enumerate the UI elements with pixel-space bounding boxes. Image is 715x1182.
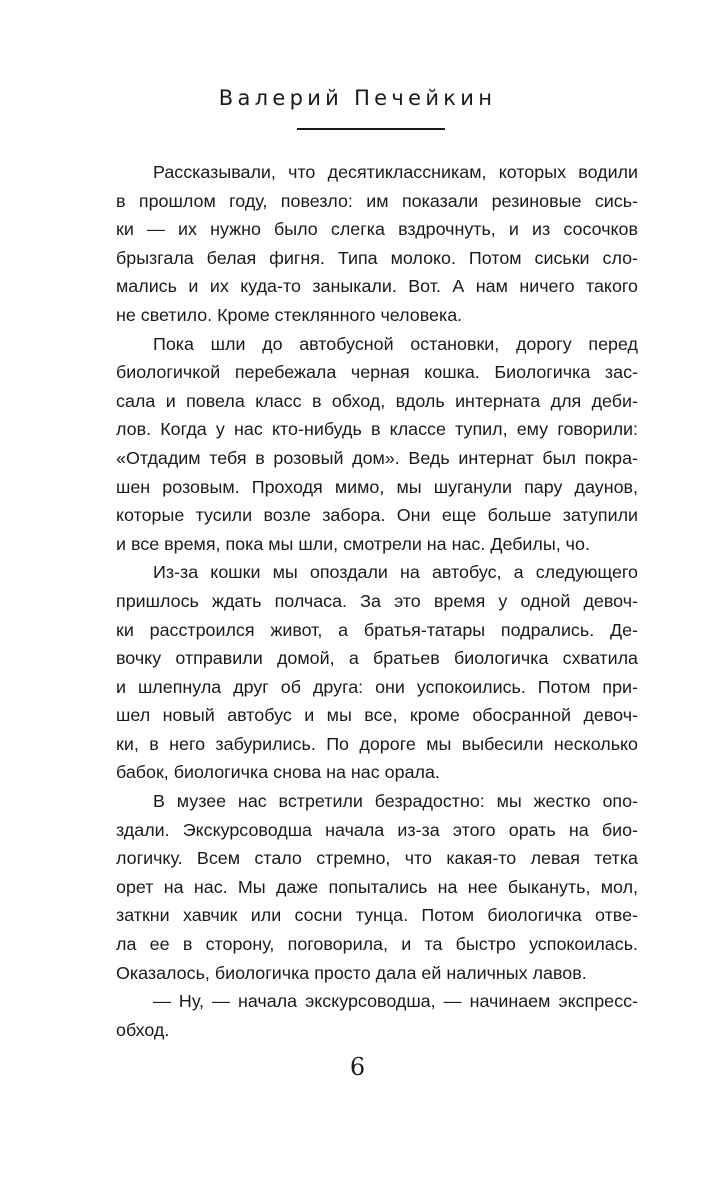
text-line: В музее нас встретили безрадостно: мы жестко опо- — [153, 791, 638, 812]
text-line: которые тусили возле забора. Они еще больше затупили — [116, 505, 638, 526]
text-line: шел новый автобус и мы все, кроме обосранной девоч- — [116, 705, 638, 726]
text-line: лов. Когда у нас кто-нибудь в классе тупил, ему говорили: — [116, 419, 638, 440]
text-line: заткни хавчик или сосни тунца. Потом биологичка отве- — [116, 905, 638, 926]
text-line: Рассказывали, что десятиклассникам, которых водили — [153, 162, 638, 182]
text-line: и шлепнула друг об друга: они успокоились. Потом при- — [116, 676, 638, 697]
text-line: бабок, биологичка снова на нас орала. — [116, 762, 440, 783]
text-line: ки, в него забурились. По дороге мы выбесили несколько — [116, 733, 638, 754]
text-line: Оказалось, биологичка просто дала ей наличных лавов. — [116, 962, 587, 983]
body-text — [116, 158, 638, 1044]
text-line: брызгала белая фигня. Типа молоко. Потом сиськи сло- — [116, 247, 638, 268]
header-rule — [297, 128, 445, 130]
text-line: в прошлом году, повезло: им показали резиновые сись- — [116, 190, 638, 211]
text-line: — Ну, — начала экскурсоводша, — начинаем экспресс- — [153, 991, 638, 1012]
text-line: и все время, пока мы шли, смотрели на нас. Дебилы, чо. — [116, 533, 590, 554]
text-line: сала и повела класс в обход, вдоль интерната для деби- — [116, 390, 638, 411]
text-line: орет на нас. Мы даже попытались на нее быкануть, мол, — [116, 876, 638, 897]
text-line: вочку отправили домой, а братьев биологичка схватила — [116, 648, 638, 669]
text-line: ки — их нужно было слегка вздрочнуть, и из сосочков — [116, 219, 638, 240]
text-line: обход. — [116, 1019, 170, 1040]
running-head-author: Валерий Печейкин — [218, 86, 497, 110]
text-line: «Отдадим тебя в розовый дом». Ведь интернат был покра- — [116, 447, 638, 468]
text-line: ла ее в сторону, поговорила, и та быстро успокоилась. — [116, 934, 638, 955]
text-line: мались и их куда-то заныкали. Вот. А нам ничего такого — [116, 276, 638, 297]
text-line: Из-за кошки мы опоздали на автобус, а следующего — [153, 562, 638, 583]
text-line: здали. Экскурсоводша начала из-за этого орать на био- — [116, 819, 638, 840]
text-line: биологичкой перебежала черная кошка. Биологичка зас- — [116, 362, 638, 383]
page-number: 6 — [349, 1053, 366, 1081]
text-line: шен розовым. Проходя мимо, мы шуганули пару даунов, — [116, 476, 638, 497]
text-line: ки расстроился живот, а братья-татары подрались. Де- — [116, 619, 638, 640]
text-line: пришлось ждать полчаса. За это время у одной девоч- — [116, 590, 638, 611]
text-line: не светило. Кроме стеклянного человека. — [116, 304, 463, 325]
text-line: логичку. Всем стало стремно, что какая-то левая тетка — [116, 848, 638, 869]
text-line: Пока шли до автобусной остановки, дорогу перед — [153, 333, 638, 354]
